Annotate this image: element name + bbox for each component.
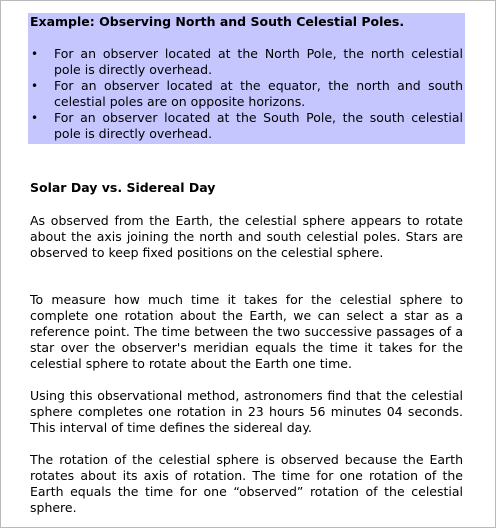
list-item [30, 78, 463, 110]
example-bullet-list [30, 46, 463, 142]
bullet-icon: • [31, 111, 39, 125]
bullet-text: For an observer located at the South Pole, the south celestial pole is directly overhead. [54, 110, 463, 141]
bullet-icon: • [31, 79, 39, 93]
section-title: Solar Day vs. Sidereal Day [30, 180, 216, 195]
list-item [30, 46, 463, 78]
paragraph-measuring-rotation: To measure how much time it takes for the celestial sphere to complete one rotation about the Earth, we can select a star as a reference point. The time between the two successive passages of a star over the observer's meridian equals the time it takes for the celestial sphere to rotate about the Earth one time. [30, 292, 463, 371]
example-box [28, 13, 465, 144]
bullet-text: For an observer located at the equator, the north and south celestial poles are on opposite horizons. [54, 78, 463, 109]
bullet-icon: • [31, 47, 39, 61]
example-title: Example: Observing North and South Celestial Poles. [30, 14, 405, 29]
paragraph-sidereal-day: Using this observational method, astronomers find that the celestial sphere completes one rotation in 23 hours 56 minutes 04 seconds. This interval of time defines the sidereal day. [30, 388, 463, 435]
paragraph-celestial-sphere-rotation: As observed from the Earth, the celestial sphere appears to rotate about the axis joining the north and south celestial poles. Stars are observed to keep fixed positions on the celestial sphere. [30, 213, 463, 260]
paragraph-earth-rotation: The rotation of the celestial sphere is observed because the Earth rotates about its axis of rotation. The time for one rotation of the Earth equals the time for one “observed” rotation of the celestial sphere. [30, 452, 463, 515]
bullet-text: For an observer located at the North Pole, the north celestial pole is directly overhead. [54, 46, 463, 77]
list-item [30, 110, 463, 142]
